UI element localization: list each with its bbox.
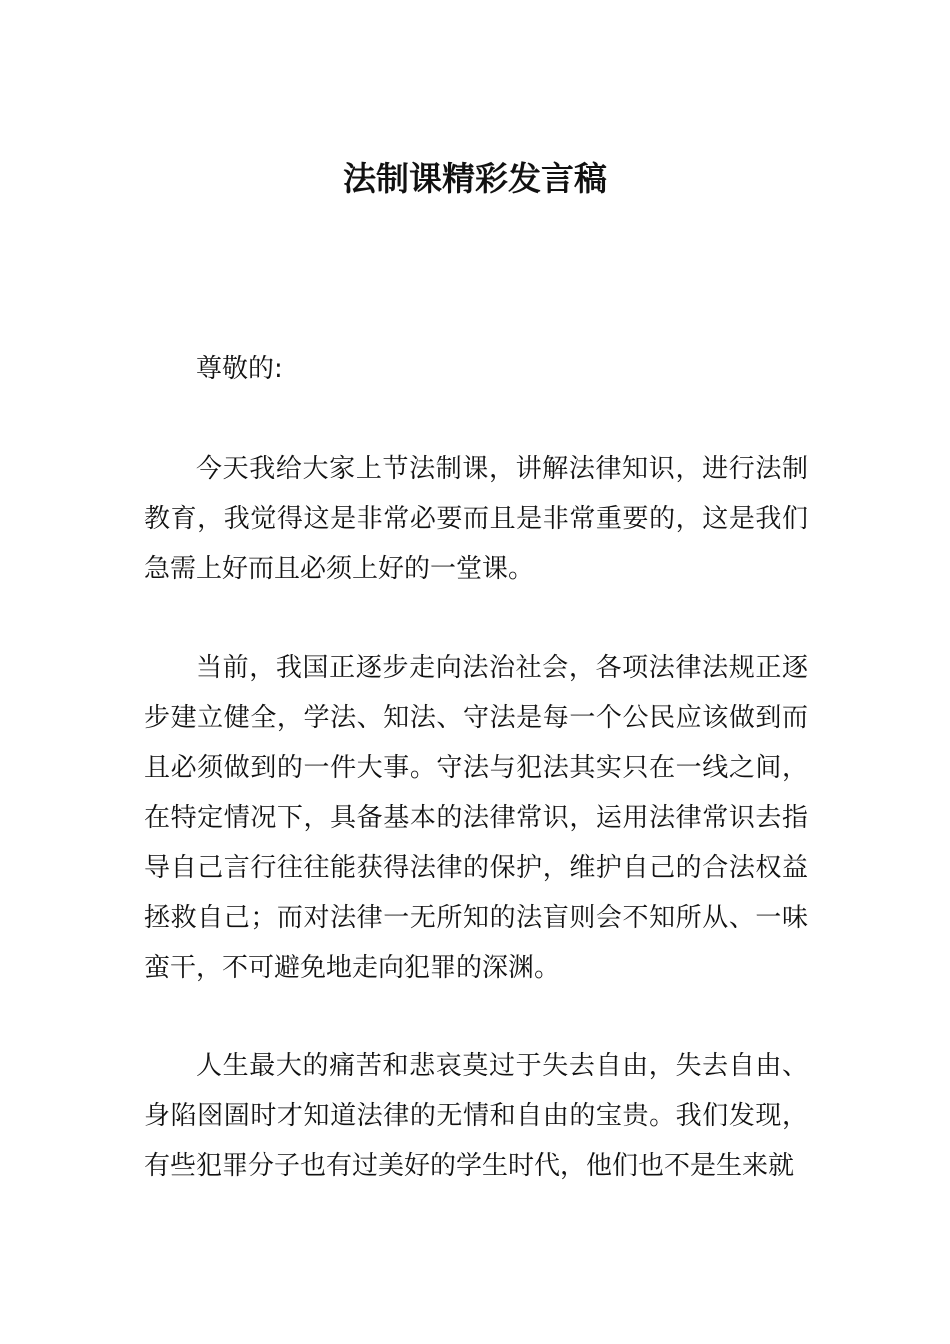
paragraph-1: 今天我给大家上节法制课，讲解法律知识，进行法制教育，我觉得这是非常必要而且是非常重要的，这是我们急需上好而且必须上好的一堂课。: [144, 454, 808, 584]
salutation: 尊敬的:: [196, 354, 283, 384]
paragraph-2: 当前，我国正逐步走向法治社会，各项法律法规正逐步建立健全，学法、知法、守法是每一个公民应该做到而且必须做到的一件大事。守法与犯法其实只在一线之间，在特定情况下，具备基本的法律常识，运用法律常识去指导自己言行往往能获得法律的保护，维护自己的合法权益拯救自己；而对法律一无所知的法盲则会不知所从、一味蛮干，不可避免地走向犯罪的深渊。: [144, 653, 808, 983]
document-title: 法制课精彩发言稿: [343, 159, 607, 198]
paragraph-3: 人生最大的痛苦和悲哀莫过于失去自由，失去自由、身陷囹圄时才知道法律的无情和自由的宝贵。我们发现，有些犯罪分子也有过美好的学生时代，他们也不是生来就: [144, 1051, 808, 1181]
